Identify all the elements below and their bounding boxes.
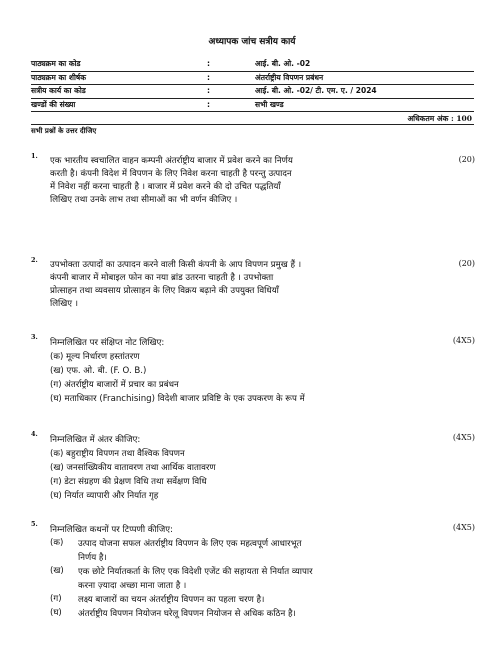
question-item: (घ) निर्यात व्यापारी और निर्यात गृह — [50, 491, 159, 501]
question-text — [50, 259, 422, 311]
question-heading: निम्नलिखित कथनों पर टिप्पणी कीजिए: — [50, 525, 173, 535]
question-line: करती है। कंपनी विदेश में विपणन के लिए निवेश करना चाहती है परन्तु उत्पादन — [50, 169, 292, 179]
question-item: (ग) अंतर्राष्ट्रीय बाजारों में प्रचार का प्रबंधन — [50, 380, 179, 390]
question-line: एक भारतीय स्वचालित वाहन कम्पनी अंतर्राष्ट्रीय बाजार में प्रवेश करने का निर्णय — [50, 156, 293, 166]
question-line: लिखिए । — [50, 299, 79, 309]
info-separator: : — [207, 58, 255, 71]
info-label: पाठ्यक्रम का शीर्षक — [31, 71, 207, 85]
info-value: आई. बी. ओ. -02 — [255, 58, 474, 71]
question-text — [50, 336, 422, 406]
question-marks: (20) — [458, 259, 475, 268]
question-item — [50, 593, 422, 607]
info-separator: : — [207, 85, 255, 99]
question-number: 4. — [31, 430, 38, 438]
item-line: अंतर्राष्ट्रीय विपणन नियोजन घरेलू विपणन नियोजन से अधिक कठिन है। — [78, 609, 296, 619]
question-marks: (4X5) — [452, 433, 475, 442]
max-marks: अधिकतम अंक : 100 — [407, 114, 472, 123]
question-marks: (4X5) — [452, 523, 475, 532]
question-item — [50, 607, 422, 621]
question-heading: निम्नलिखित में अंतर कीजिए: — [50, 435, 141, 445]
info-label: खण्डों की संख्या — [31, 98, 207, 112]
info-row-course-title — [31, 71, 474, 85]
question-item: (ग) डेटा संग्रहण की प्रेक्षण विधि तथा सर्वेक्षण विधि — [50, 477, 207, 487]
question-line: प्रोत्साहन तथा व्यवसाय प्रोत्साहन के लिए विक्रय बढ़ाने की उपयुक्त विधियाँ — [50, 286, 279, 296]
question-number: 2. — [31, 256, 38, 264]
question-marks: (4X5) — [452, 336, 475, 345]
item-label: (ख) — [50, 566, 64, 576]
question-item — [50, 537, 422, 565]
question-item: (घ) मताधिकार (Franchising) विदेशी बाजार प्रविष्टि के एक उपकरण के रूप में — [50, 394, 305, 404]
item-line: उत्पाद योजना सफल अंतर्राष्ट्रीय विपणन के लिए एक महत्वपूर्ण आधारभूत — [78, 539, 302, 549]
item-line: एक छोटे निर्यातकर्ता के लिए एक विदेशी एजेंट की सहायता से निर्यात व्यापार — [78, 567, 313, 577]
info-row-assignment-code — [31, 85, 474, 99]
question-text — [50, 155, 422, 207]
question-item: (क) मूल्य निर्धारण हस्तांतरण — [50, 352, 140, 362]
question-marks: (20) — [458, 155, 475, 164]
info-value: सभी खण्ड — [255, 98, 474, 112]
item-label: (ग) — [50, 594, 62, 604]
question-item: (ख) जनसांख्यिकीय वातावरण तथा आर्थिक वातावरण — [50, 463, 216, 473]
course-info-table — [31, 58, 474, 112]
question-item: (क) बहुराष्ट्रीय विपणन तथा वैश्विक विपणन — [50, 449, 185, 459]
question-line: में निवेश नहीं करना चाहती है । बाजार में प्रवेश करने की दो उचित पद्धतियाँ — [50, 182, 281, 192]
question-line: कंपनी बाजार में मोबाइल फोन का नया ब्रांड उतरना चाहती है । उपभोक्ता — [50, 273, 274, 283]
question-line: लिखिए तथा उनके लाभ तथा सीमाओं का भी वर्णन कीजिए । — [50, 195, 238, 205]
question-text — [50, 523, 422, 621]
item-label: (क) — [50, 538, 64, 548]
info-value: आई. बी. ओ. -02/ टी. एम. ए. / 2024 — [255, 85, 474, 99]
info-separator: : — [207, 71, 255, 85]
info-separator: : — [207, 98, 255, 112]
question-text — [50, 433, 422, 503]
question-line: उपभोक्ता उत्पादों का उत्पादन करने वाली किसी कंपनी के आप विपणन प्रमुख हैं । — [50, 260, 302, 270]
question-number: 5. — [31, 520, 38, 528]
question-item — [50, 565, 422, 593]
question-item: (ख) एफ. ओ. बी. (F. O. B.) — [50, 366, 147, 376]
info-label: पाठ्यक्रम का कोड — [31, 58, 207, 71]
question-number: 3. — [31, 333, 38, 341]
question-number: 1. — [31, 152, 38, 160]
item-line: निर्णय है। — [78, 553, 107, 563]
question-heading: निम्नलिखित पर संक्षिप्त नोट लिखिए: — [50, 338, 165, 348]
info-value: अंतर्राष्ट्रीय विपणन प्रबंधन — [255, 71, 474, 85]
divider — [31, 124, 474, 125]
page-title: अध्यापक जांच सत्रीय कार्य — [208, 37, 296, 47]
item-line: करना ज़्यादा अच्छा माना जाता है । — [78, 581, 187, 591]
item-label: (घ) — [50, 608, 62, 618]
instruction-text: सभी प्रश्नों के उत्तर दीजिए — [31, 127, 97, 135]
info-row-blocks — [31, 98, 474, 112]
info-row-course-code — [31, 58, 474, 71]
item-line: लक्ष्य बाजारों का चयन अंतर्राष्ट्रीय विपणन का पहला चरण है। — [78, 595, 265, 605]
info-label: सत्रीय कार्य का कोड — [31, 85, 207, 99]
